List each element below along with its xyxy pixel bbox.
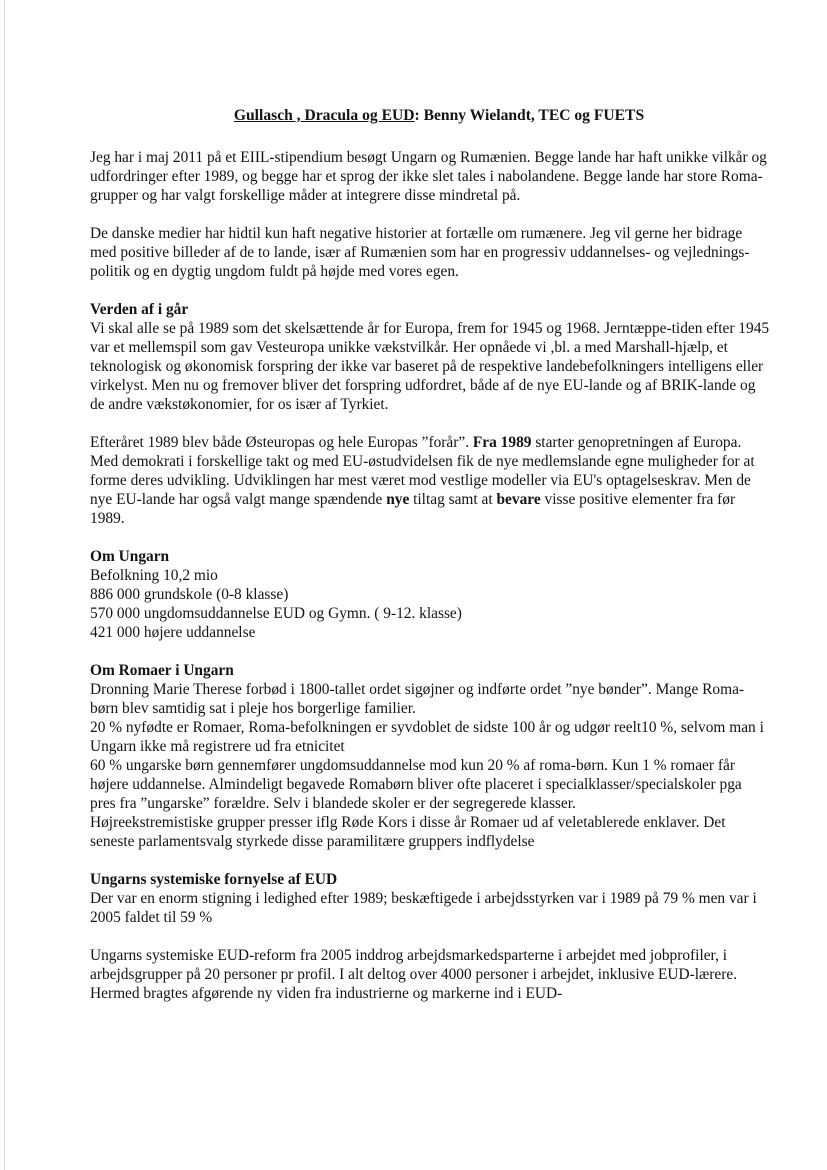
scan-edge-line bbox=[4, 0, 5, 1170]
section-line: 60 % ungarske børn gennemfører ungdomsuddannelse mod kun 20 % af roma-børn. Kun 1 % romaer får højere uddannelse. Almindeligt begavede Romabørn bliver ofte placeret i specialklasser/specialskoler pga pres fra ”ungarske” forældre. Selv i blandede skoler er der segregerede klasser. bbox=[90, 757, 742, 812]
section-line: Dronning Marie Therese forbød i 1800-tallet ordet sigøjner og indførte ordet ”nye bønder”. Mange Roma-børn blev samtidig sat i pleje hos borgerlige familier. bbox=[90, 681, 745, 717]
intro-paragraph-1: Jeg har i maj 2011 på et EIIL-stipendium besøgt Ungarn og Rumænien. Begge lande har haft unikke vilkår og udfordringer efter 1989, og begge har et sprog der ikke slet tales i nabolandene. Begge lande har store Roma-grupper og har valgt forskellige måder at integrere disse mindretal på. bbox=[90, 149, 767, 204]
stat-line: 570 000 ungdomsuddannelse EUD og Gymn. ( 9-12. klasse) bbox=[90, 605, 462, 622]
section-heading: Om Ungarn bbox=[90, 548, 170, 565]
text-run: visse positive elementer fra før 1989. bbox=[90, 491, 736, 527]
section-ungarn bbox=[90, 547, 770, 642]
bold-text: nye bbox=[386, 491, 410, 508]
title-underlined: Gullasch , Dracula og EUD bbox=[233, 107, 415, 124]
section-paragraph: Der var en enorm stigning i ledighed efter 1989; beskæftigede i arbejdsstyrken var i 1989 på 79 % men var i 2005 faldet til 59 % bbox=[90, 890, 757, 926]
text-run: starter genopretningen af Europa. Med demokrati i forskellige takt og med EU-østudvidelsen fik de nye medlemslande egne muligheder for at forme deres udvikling. Udviklingen har mest været mod vestlige modeller via EU's optagelseskrav. Men de nye EU-lande har også valgt mange spændende bbox=[90, 434, 755, 508]
document-page bbox=[90, 106, 770, 1022]
section-paragraph: Vi skal alle se på 1989 som det skelsættende år for Europa, frem for 1945 og 1968. Jerntæppe-tiden efter 1945 var et mellemspil som gav Vesteuropa unikke vækstvilkår. Her opnåede vi ,bl. a med Marshall-hjælp, et teknologisk og økonomisk forspring der ikke var baseret på de respektive landebefolkningers intelligens eller virkelyst. Men nu og fremover bliver det forspring udfordret, både af de nye EU-lande og af BRIK-lande og de andre vækstøkonomier, for os især af Tyrkiet. bbox=[90, 320, 770, 413]
bold-text: bevare bbox=[496, 491, 541, 508]
title-authors: : Benny Wielandt, TEC og FUETS bbox=[414, 107, 645, 124]
section-verden bbox=[90, 300, 770, 414]
bold-text: Fra 1989 bbox=[472, 434, 532, 451]
stat-line: 421 000 højere uddannelse bbox=[90, 624, 256, 641]
section-line: 20 % nyfødte er Romaer, Roma-befolkningen er syvdoblet de sidste 100 år og udgør reelt10 %, selvom man i Ungarn ikke må registrere ud fra etnicitet bbox=[90, 719, 764, 755]
section-heading: Ungarns systemiske fornyelse af EUD bbox=[90, 871, 338, 888]
section-heading: Verden af i går bbox=[90, 301, 189, 318]
stat-line: Befolkning 10,2 mio bbox=[90, 567, 218, 584]
intro-paragraph-2: De danske medier har hidtil kun haft negative historier at fortælle om rumænere. Jeg vil gerne her bidrage med positive billeder af de to lande, især af Rumænien som har en progressiv uddannelses- og vejlednings-politik og en dygtig ungdom fuldt på højde med vores egen. bbox=[90, 225, 750, 280]
section-fornyelse bbox=[90, 870, 770, 927]
text-run: tiltag samt at bbox=[409, 491, 497, 508]
section-romaer bbox=[90, 661, 770, 851]
section-line: Højreekstremistiske grupper presser iflg Røde Kors i disse år Romaer ud af veletablerede enklaver. Det seneste parlamentsvalg styrkede disse paramilitære gruppers indflydelse bbox=[90, 814, 726, 850]
document-title bbox=[90, 106, 770, 125]
section-fornyelse-paragraph-2: Ungarns systemiske EUD-reform fra 2005 inddrog arbejdsmarkedsparterne i arbejdet med jobprofiler, i arbejdsgrupper på 20 personer pr profil. I alt deltog over 4000 personer i arbejdet, inklusive EUD-lærere. Hermed bragtes afgørende ny viden fra industrierne og markerne ind i EUD- bbox=[90, 947, 738, 1002]
section-verden-paragraph-2 bbox=[90, 433, 770, 528]
section-heading: Om Romaer i Ungarn bbox=[90, 662, 234, 679]
stat-line: 886 000 grundskole (0-8 klasse) bbox=[90, 586, 289, 603]
text-run: Efteråret 1989 blev både Østeuropas og hele Europas ”forår”. bbox=[90, 434, 473, 451]
